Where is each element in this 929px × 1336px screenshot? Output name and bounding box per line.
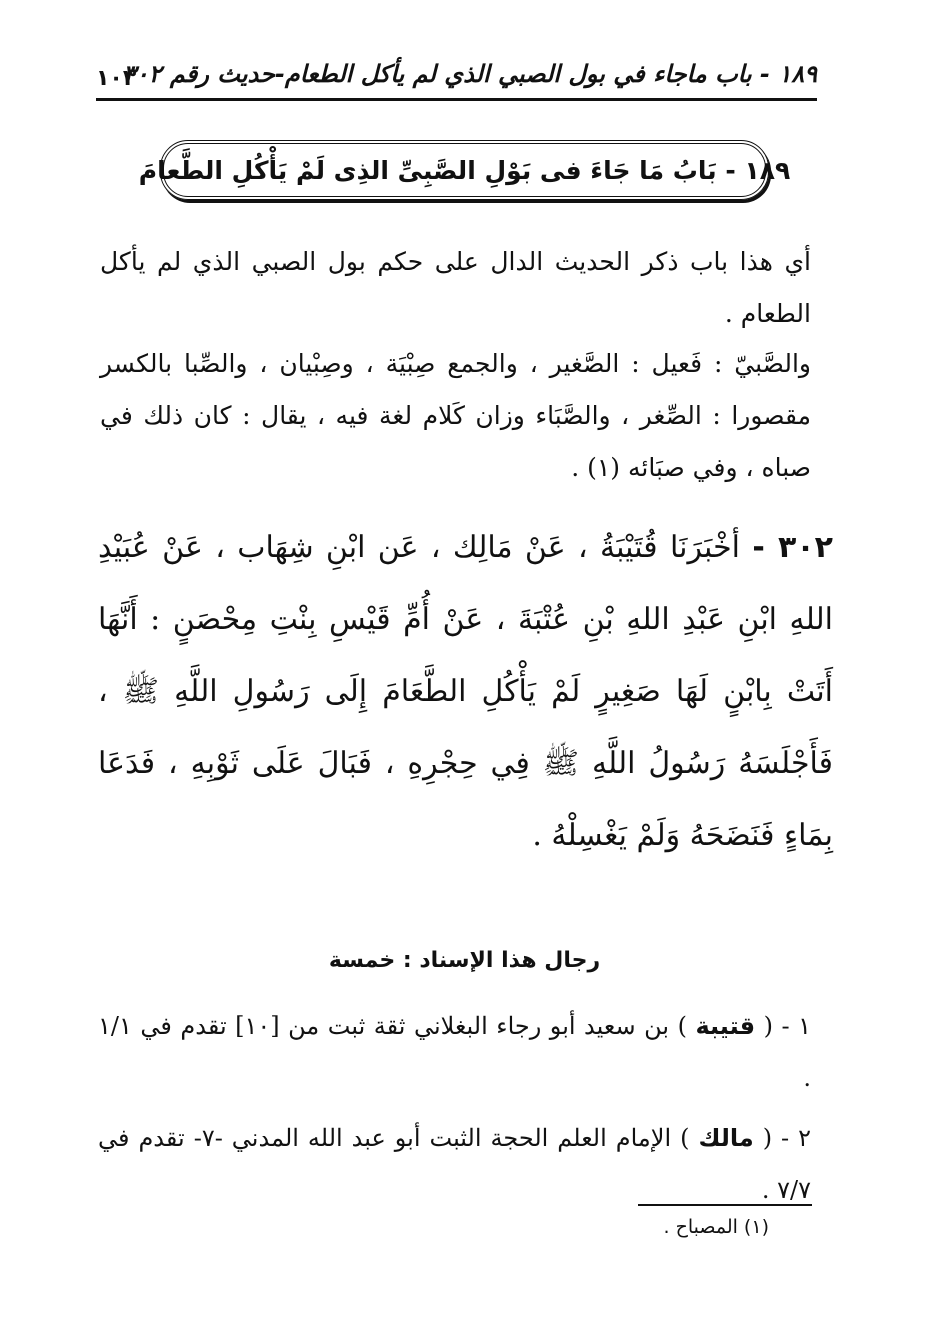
- header-chapter-title: ١٨٩ - باب ماجاء في بول الصبي الذي لم يأكل الطعام-حديث رقم ٣٠٢: [122, 60, 817, 88]
- narrator-description: الإمام العلم الحجة الثبت أبو عبد الله المدني -٧- تقدم في ٧/٧ .: [98, 1124, 811, 1204]
- narrator-suffix: ): [677, 1012, 687, 1040]
- hadith-number: ٣٠٢ -: [752, 530, 833, 565]
- narrator-suffix: ): [680, 1124, 690, 1152]
- narrator-prefix: ١ - (: [763, 1012, 812, 1040]
- narrators-list: [98, 1000, 811, 1224]
- narrator-name: مالك: [698, 1124, 754, 1152]
- lexical-note-paragraph: والصَّبيّ : فَعيل : الصَّغير ، والجمع صِبْيَة ، وصِبْيان ، والصِّبا بالكسر مقصورا : الصِّغر ، والصَّبَاء وزان كَلام لغة فيه ، يقال : كان ذلك في صباه ، وفي صبَائه (١) .: [100, 349, 811, 482]
- footnote: (١) المصباح .: [663, 1216, 769, 1238]
- narrators-heading: رجال هذا الإسناد : خمسة: [328, 948, 601, 973]
- hadith-text-block: [98, 512, 833, 872]
- narrator-description: بن سعيد أبو رجاء البغلاني ثقة ثبت من [١٠] تقدم في ١/١ .: [98, 1012, 811, 1092]
- narrator-item: [98, 1000, 811, 1104]
- running-header: [96, 58, 817, 101]
- intro-paragraph: أي هذا باب ذكر الحديث الدال على حكم بول الصبي الذي لم يأكل الطعام .: [100, 247, 811, 328]
- footnote-divider: [638, 1204, 812, 1206]
- narrator-prefix: ٢ - (: [762, 1124, 812, 1152]
- page-number: ١٠٣: [96, 66, 137, 91]
- narrator-item: [98, 1112, 811, 1216]
- chapter-title: ١٨٩ - بَابُ مَا جَاءَ فى بَوْلِ الصَّبِىِّ الذِى لَمْ يَأْكُلِ الطَّعامَ: [138, 155, 791, 185]
- hadith-text: أخْبَرَنَا قُتَيْبَةُ ، عَنْ مَالِك ، عَن ابْنِ شِهَاب ، عَنْ عُبَيْدِ اللهِ ابْنِ عَبْدِ اللهِ بْنِ عُتْبَةَ ، عَنْ أُمِّ قَيْسِ بِنْتِ مِحْصَنٍ : أَنَّهَا أَتَتْ بِابْنٍ لَهَا صَغِيرٍ لَمْ يَأْكُلِ الطَّعَامَ إِلَى رَسُولِ اللَّهِ ﷺ ، فَأَجْلَسَهُ رَسُولُ اللَّهِ ﷺ فِي حِجْرِهِ ، فَبَالَ عَلَى ثَوْبِهِ ، فَدَعَا بِمَاءٍ فَنَضَحَهُ وَلَمْ يَغْسِلْهُ .: [98, 530, 834, 853]
- chapter-title-frame: [138, 140, 791, 200]
- narrator-name: قتيبة: [695, 1012, 756, 1040]
